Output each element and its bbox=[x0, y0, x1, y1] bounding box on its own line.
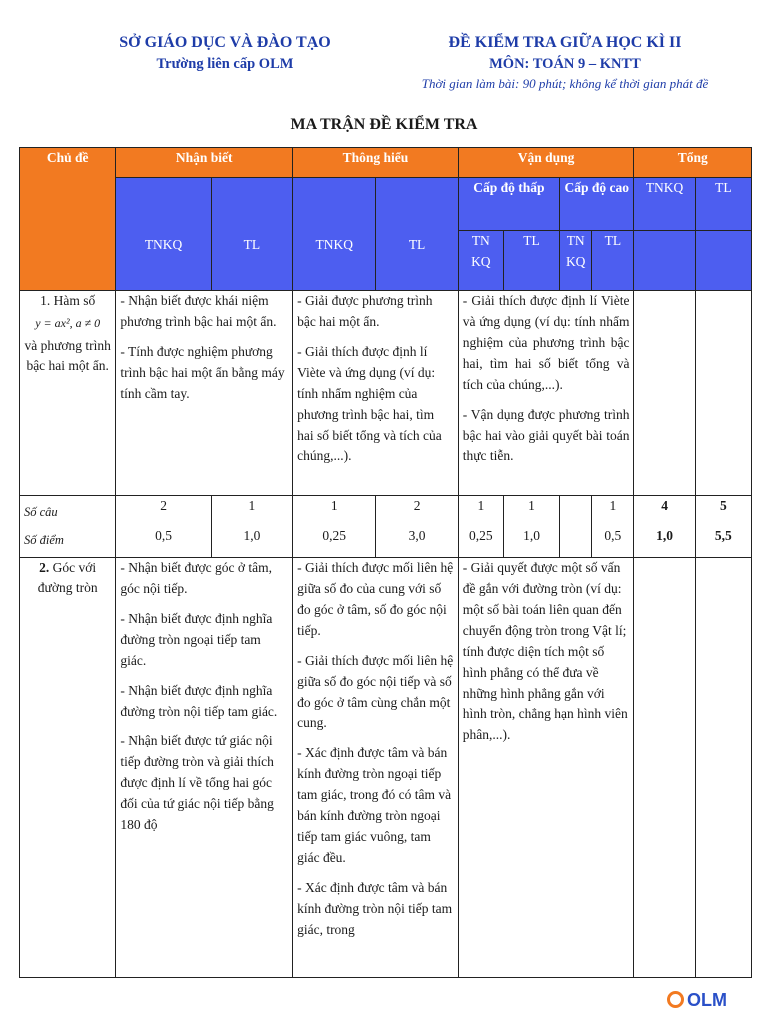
score-tong-tl: 5 5,5 bbox=[695, 496, 751, 558]
topic-2-thong-hieu bbox=[293, 558, 459, 978]
olm-logo bbox=[667, 990, 727, 1011]
document-header bbox=[0, 34, 768, 104]
header-nb-tnkq: TNKQ bbox=[116, 178, 211, 291]
topic-1-nb-item: - Tính được nghiệm phương trình bậc hai một ẩn bằng máy tính cầm tay. bbox=[120, 343, 285, 401]
school-name: Trường liên cấp OLM bbox=[156, 56, 294, 72]
topic-1-label: 1. Hàm số bbox=[40, 293, 96, 308]
department-name: SỞ GIÁO DỤC VÀ ĐÀO TẠO bbox=[119, 34, 331, 51]
topic-2-nb-item: - Nhận biết được định nghĩa đường tròn ngoại tiếp tam giác. bbox=[120, 610, 273, 668]
topic-2-van-dung bbox=[458, 558, 634, 978]
topic-1-th-item: - Giải được phương trình bậc hai một ẩn. bbox=[297, 293, 433, 329]
header-tong-tnkq: TNKQ bbox=[634, 178, 695, 231]
test-matrix-table bbox=[19, 147, 752, 978]
topic-2-th-item: - Xác định được tâm và bán kính đường tròn nội tiếp tam giác, trong bbox=[297, 879, 453, 937]
header-nb-tl: TL bbox=[211, 178, 292, 291]
topic-1-label-rest: và phương trình bậc hai một ẩn. bbox=[24, 337, 111, 373]
header-vd-thap-tl: TL bbox=[503, 231, 559, 291]
exam-time: Thời gian làm bài: 90 phút; không kể thời gian phát đề bbox=[421, 76, 709, 91]
topic-2-th-item: - Xác định được tâm và bán kính đường tròn ngoại tiếp tam giác, trong đó có tâm và bán kính đường tròn ngoại tiếp tam giác vuông, tam giác đều. bbox=[297, 745, 452, 865]
header-tong-tl-empty bbox=[695, 231, 751, 291]
topic-1-van-dung bbox=[458, 291, 634, 496]
olm-logo-icon bbox=[667, 991, 684, 1008]
topic-2-name bbox=[20, 558, 116, 978]
topic-1-name bbox=[20, 291, 116, 496]
topic-2-nb-item: - Nhận biết được tứ giác nội tiếp đường tròn và giải thích được định lí về tổng hai góc đối của tứ giác nội tiếp bằng 180 độ bbox=[120, 733, 274, 833]
header-vd-thap-tnkq: TN KQ bbox=[458, 231, 503, 291]
topic-1-thong-hieu bbox=[293, 291, 459, 496]
topic-1-th-item: - Giải thích được định lí Viète và ứng dụng (ví dụ: tính nhẩm nghiệm của phương trình bậc hai, tìm hai số biết tổng và tích của chúng,...). bbox=[297, 343, 442, 464]
header-vd-cao-tl: TL bbox=[592, 231, 634, 291]
so-diem-label: Số điểm bbox=[24, 533, 64, 547]
topic-2-nhan-biet bbox=[116, 558, 293, 978]
score-nb-tl: 1 1,0 bbox=[211, 496, 292, 558]
topic-2-tong-tnkq-cell bbox=[634, 558, 695, 978]
topic-1-score-row bbox=[20, 496, 752, 558]
topic-2-th-item: - Giải thích được mối liên hệ giữa số đo của cung với số đo góc ở tâm, số đo góc nội tiếp. bbox=[297, 560, 454, 638]
score-th-tnkq: 1 0,25 bbox=[293, 496, 376, 558]
topic-2-th-item: - Giải thích được mối liên hệ giữa số đo góc nội tiếp và số đo góc ở tâm cùng chắn một cung. bbox=[297, 652, 454, 731]
topic-1-tong-tnkq-cell bbox=[634, 291, 695, 496]
topic-1-nhan-biet bbox=[116, 291, 293, 496]
olm-logo-text: OLM bbox=[687, 990, 727, 1010]
header-van-dung: Vận dụng bbox=[458, 148, 634, 178]
topic-1-vd-item: - Giải thích được định lí Viète và ứng dụng (ví dụ: tính nhẩm nghiệm của phương trình bậc hai, tìm hai số biết tổng và tích của chúng,...). bbox=[462, 293, 630, 392]
topic-2-vd-item: - Giải quyết được một số vấn đề gắn với đường tròn (ví dụ: một số bài toán liên quan đến chuyển động tròn trong Vật lí; tính được diện tích một số hình phẳng có thể đưa về những hình phẳng gắn với hình tròn, chẳng hạn hình viên phân,...). bbox=[462, 560, 628, 743]
header-th-tnkq: TNKQ bbox=[293, 178, 376, 291]
topic-2-nb-item: - Nhận biết được góc ở tâm, góc nội tiếp. bbox=[120, 560, 273, 596]
score-vd-thap-tnkq: 1 0,25 bbox=[458, 496, 503, 558]
header-tong-tnkq-empty bbox=[634, 231, 695, 291]
header-nhan-biet: Nhận biết bbox=[116, 148, 293, 178]
header-cap-do-cao: Cấp độ cao bbox=[560, 178, 634, 231]
topic-1-formula: y = ax², a ≠ 0 bbox=[35, 315, 101, 330]
header-vd-cao-tnkq: TN KQ bbox=[560, 231, 592, 291]
score-nb-tnkq: 2 0,5 bbox=[116, 496, 211, 558]
header-th-tl: TL bbox=[376, 178, 458, 291]
topic-2-label: Góc với đường tròn bbox=[37, 560, 98, 595]
so-cau-label: Số câu bbox=[24, 504, 58, 519]
header-tong: Tổng bbox=[634, 148, 752, 178]
topic-2-number: 2. bbox=[39, 560, 50, 575]
score-th-tl: 2 3,0 bbox=[376, 496, 458, 558]
topic-2-tong-tl-cell bbox=[695, 558, 751, 978]
score-vd-thap-tl: 1 1,0 bbox=[503, 496, 559, 558]
exam-subject: MÔN: TOÁN 9 – KNTT bbox=[489, 56, 641, 72]
score-vd-cao-tl: 1 0,5 bbox=[592, 496, 634, 558]
topic-1-tong-tl-cell bbox=[695, 291, 751, 496]
topic-1-nb-item: - Nhận biết được khái niệm phương trình bậc hai một ẩn. bbox=[120, 293, 277, 329]
exam-title: ĐỀ KIỂM TRA GIỮA HỌC KÌ II bbox=[448, 34, 682, 51]
header-tong-tl: TL bbox=[695, 178, 751, 231]
header-thong-hieu: Thông hiểu bbox=[293, 148, 459, 178]
score-labels bbox=[20, 496, 116, 558]
topic-1-vd-item: - Vận dụng được phương trình bậc hai vào giải quyết bài toán thực tiễn. bbox=[462, 406, 630, 464]
header-cap-do-thap: Cấp độ thấp bbox=[458, 178, 559, 231]
score-vd-cao-tnkq bbox=[560, 496, 592, 558]
score-tong-tnkq: 4 1,0 bbox=[634, 496, 695, 558]
topic-2-nb-item: - Nhận biết được định nghĩa đường tròn nội tiếp tam giác. bbox=[120, 682, 278, 719]
header-chu-de: Chủ đề bbox=[20, 148, 116, 291]
page-title: MA TRẬN ĐỀ KIỂM TRA bbox=[290, 116, 478, 133]
